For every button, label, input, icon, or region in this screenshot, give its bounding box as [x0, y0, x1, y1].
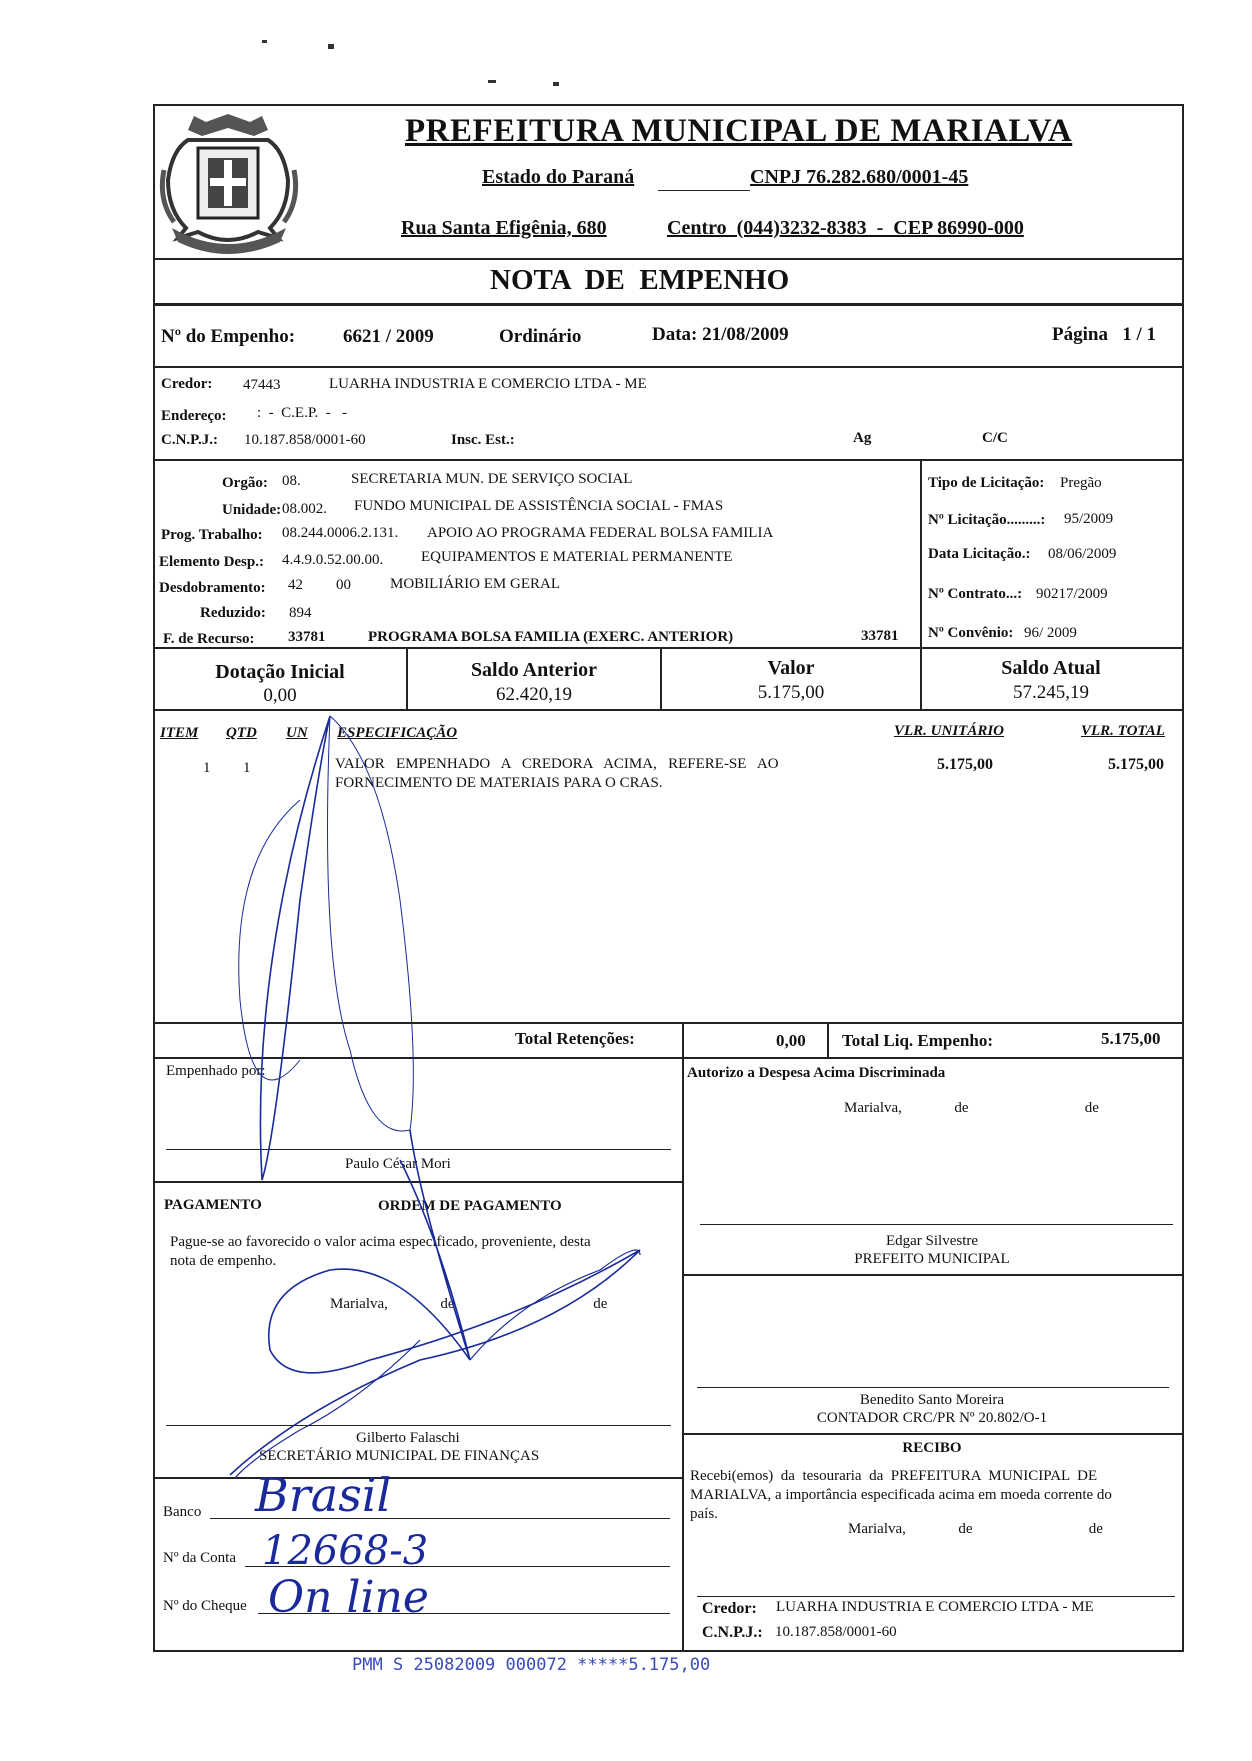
- unidade-value: 08.002.: [282, 501, 327, 517]
- saldo-atual-label: Saldo Atual: [1001, 657, 1101, 679]
- scan-mark: [553, 82, 559, 86]
- recurso-value: 33781: [288, 629, 326, 645]
- address-value: : - C.E.P. - -: [257, 405, 347, 421]
- num-licitacao-label: Nº Licitação.........:: [928, 512, 1046, 528]
- col-header-un: UN: [286, 725, 308, 741]
- cnpj-value: 10.187.858/0001-60: [244, 432, 366, 448]
- valor-label: Valor: [767, 657, 815, 679]
- recurso-desc: PROGRAMA BOLSA FAMILIA (EXERC. ANTERIOR): [368, 629, 734, 645]
- recibo-credor-value: LUARHA INDUSTRIA E COMERCIO LTDA - ME: [776, 1599, 1094, 1615]
- col-header-item: ITEM: [160, 725, 199, 741]
- recibo-label: RECIBO: [902, 1440, 962, 1456]
- item-total-value: 5.175,00: [1108, 756, 1164, 773]
- contrato-label: Nº Contrato...:: [928, 586, 1023, 602]
- desdobramento-label: Desdobramento:: [159, 580, 266, 596]
- pagamento-city-line: Marialva, de de: [330, 1296, 608, 1312]
- page-indicator: Página 1 / 1: [1052, 324, 1156, 345]
- document-title: NOTA DE EMPENHO: [490, 264, 790, 296]
- secretario-name: Gilberto Falaschi: [356, 1430, 460, 1446]
- col-header-total-value: VLR. TOTAL: [1081, 723, 1165, 739]
- contador-title: CONTADOR CRC/PR Nº 20.802/O-1: [816, 1410, 1048, 1426]
- conta-handwritten: 12668-3: [262, 1528, 429, 1574]
- orgao-desc: SECRETARIA MUN. DE SERVIÇO SOCIAL: [351, 471, 633, 487]
- desdobramento-value: 42: [288, 577, 303, 593]
- convenio-label: Nº Convênio:: [928, 625, 1014, 641]
- contrato-value: 90217/2009: [1036, 586, 1108, 602]
- item-spec-line-1: VALOR EMPENHADO A CREDORA ACIMA, REFERE-SE AO: [335, 756, 779, 772]
- elemento-value: 4.4.9.0.52.00.00.: [282, 552, 384, 568]
- num-licitacao-value: 95/2009: [1064, 511, 1114, 527]
- saldo-anterior-label: Saldo Anterior: [470, 659, 598, 681]
- cheque-handwritten: On line: [268, 1572, 429, 1623]
- banco-handwritten: Brasil: [255, 1468, 392, 1522]
- conta-label: Nº da Conta: [163, 1550, 236, 1566]
- elemento-desc: EQUIPAMENTOS E MATERIAL PERMANENTE: [421, 549, 733, 565]
- item-spec-line-2: FORNECIMENTO DE MATERIAIS PARA O CRAS.: [335, 775, 663, 791]
- col-header-spec: ESPECIFICAÇÃO: [337, 725, 458, 741]
- data-licitacao-value: 08/06/2009: [1048, 546, 1117, 562]
- autorizo-city-line: Marialva, de de: [844, 1100, 1099, 1116]
- header-district-phone-cep: Centro (044)3232-8383 - CEP 86990-000: [667, 217, 1024, 239]
- pague-line-2: nota de empenho.: [170, 1253, 277, 1269]
- ordem-pagamento-label: ORDEM DE PAGAMENTO: [378, 1198, 562, 1214]
- empenhado-label: Empenhado por:: [166, 1063, 266, 1079]
- recibo-line-1: Recebi(emos) da tesouraria da PREFEITURA MUNICIPAL DE: [690, 1468, 1098, 1484]
- tipo-licitacao-value: Pregão: [1060, 475, 1102, 491]
- dotacao-value: 0,00: [263, 685, 297, 706]
- recibo-city-line: Marialva, de de: [848, 1521, 1103, 1537]
- secretario-title: SECRETÁRIO MUNICIPAL DE FINANÇAS: [259, 1448, 540, 1464]
- orgao-label: Orgão:: [222, 475, 268, 491]
- contador-name: Benedito Santo Moreira: [859, 1392, 1005, 1408]
- prog-trabalho-value: 08.244.0006.2.131.: [282, 525, 399, 541]
- recibo-line-3: país.: [690, 1506, 718, 1522]
- item-number: 1: [203, 760, 211, 776]
- cc-label: C/C: [982, 430, 1008, 446]
- creditor-name: LUARHA INDUSTRIA E COMERCIO LTDA - ME: [329, 376, 647, 392]
- desdobramento-desc: MOBILIÁRIO EM GERAL: [390, 576, 560, 592]
- prog-trabalho-desc: APOIO AO PROGRAMA FEDERAL BOLSA FAMILIA: [427, 525, 774, 541]
- recibo-cnpj-label: C.N.P.J.:: [702, 1624, 763, 1641]
- header-state: Estado do Paraná: [482, 166, 635, 188]
- prefeito-name: Edgar Silvestre: [885, 1233, 979, 1249]
- total-liq-label: Total Liq. Empenho:: [842, 1031, 993, 1050]
- recurso-value-2: 33781: [861, 628, 899, 644]
- footer-stamp: PMM S 25082009 000072 *****5.175,00: [352, 1655, 711, 1675]
- recurso-label: F. de Recurso:: [163, 631, 255, 647]
- autorizo-label: Autorizo a Despesa Acima Discriminada: [687, 1065, 946, 1081]
- prog-trabalho-label: Prog. Trabalho:: [161, 527, 263, 543]
- elemento-label: Elemento Desp.:: [159, 554, 264, 570]
- col-header-qtd: QTD: [226, 725, 257, 741]
- unidade-label: Unidade:: [222, 502, 282, 518]
- cheque-label: Nº do Cheque: [163, 1598, 247, 1614]
- empenhado-name: Paulo César Mori: [345, 1156, 451, 1172]
- unidade-desc: FUNDO MUNICIPAL DE ASSISTÊNCIA SOCIAL - FMAS: [354, 498, 724, 514]
- scan-mark: [328, 44, 334, 49]
- desdobramento-sub: 00: [336, 577, 351, 593]
- valor-value: 5.175,00: [757, 682, 825, 703]
- creditor-code: 47443: [243, 377, 281, 393]
- reduzido-label: Reduzido:: [200, 605, 266, 621]
- total-retencoes-value: 0,00: [776, 1031, 806, 1050]
- recibo-line-2: MARIALVA, a importância especificada acima em moeda corrente do: [690, 1487, 1112, 1503]
- pague-line-1: Pague-se ao favorecido o valor acima especificado, proveniente, desta: [170, 1234, 591, 1250]
- col-header-unit-value: VLR. UNITÁRIO: [894, 723, 1005, 739]
- scan-mark: [262, 40, 267, 43]
- saldo-anterior-value: 62.420,19: [496, 684, 572, 705]
- banco-label: Banco: [163, 1504, 202, 1520]
- insc-label: Insc. Est.:: [451, 432, 515, 448]
- prefeito-title: PREFEITO MUNICIPAL: [854, 1251, 1010, 1267]
- convenio-value: 96/ 2009: [1024, 625, 1077, 641]
- pagamento-label: PAGAMENTO: [164, 1197, 262, 1213]
- creditor-label: Credor:: [161, 376, 213, 392]
- saldo-atual-value: 57.245,19: [1013, 682, 1089, 703]
- empenho-type: Ordinário: [499, 326, 582, 347]
- header-title: PREFEITURA MUNICIPAL DE MARIALVA: [405, 113, 1073, 149]
- header-address: Rua Santa Efigênia, 680: [401, 217, 607, 239]
- recibo-cnpj-value: 10.187.858/0001-60: [775, 1624, 897, 1640]
- item-unit-value: 5.175,00: [937, 756, 993, 773]
- recibo-credor-label: Credor:: [702, 1600, 757, 1617]
- empenho-number-value: 6621 / 2009: [343, 326, 434, 347]
- item-qty: 1: [243, 760, 251, 776]
- reduzido-value: 894: [289, 605, 312, 621]
- address-label: Endereço:: [161, 408, 227, 424]
- total-liq-value: 5.175,00: [1101, 1029, 1161, 1048]
- orgao-value: 08.: [282, 473, 301, 489]
- tipo-licitacao-label: Tipo de Licitação:: [928, 475, 1045, 491]
- empenho-number-label: Nº do Empenho:: [161, 326, 296, 347]
- dotacao-label: Dotação Inicial: [215, 661, 345, 683]
- scan-mark: [488, 80, 496, 83]
- data-licitacao-label: Data Licitação.:: [928, 546, 1031, 562]
- header-cnpj: CNPJ 76.282.680/0001-45: [750, 166, 969, 188]
- empenho-date: Data: 21/08/2009: [652, 324, 789, 345]
- cnpj-label: C.N.P.J.:: [161, 432, 218, 448]
- total-retencoes-label: Total Retenções:: [515, 1029, 635, 1048]
- ag-label: Ag: [853, 430, 872, 446]
